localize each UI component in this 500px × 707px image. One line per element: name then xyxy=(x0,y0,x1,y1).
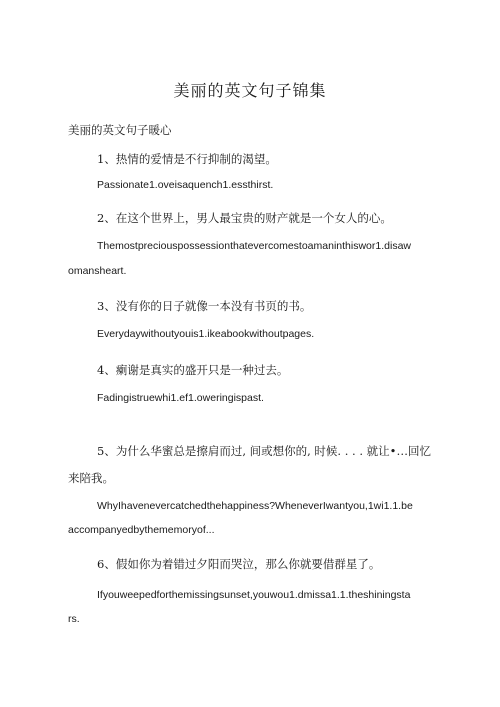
sentence-3-zh: 3、没有你的日子就像一本没有书页的书。 xyxy=(97,299,312,313)
sentence-6-zh: 6、假如你为着错过夕阳而哭泣，那么你就要借群星了。 xyxy=(97,557,381,571)
sentence-5-en-cont: accompanyedbythememoryof... xyxy=(68,524,215,536)
sentence-2-zh: 2、在这个世界上，男人最宝贵的财产就是一个女人的心。 xyxy=(97,211,392,225)
sentence-1-zh: 1、热情的爱情是不行抑制的渴望。 xyxy=(97,152,277,166)
sentence-6-en: Ifyouweepedforthemissingsunset,youwou1.dmissa1.1.theshiningsta xyxy=(97,589,411,601)
sentence-5-zh: 5、为什么华蜜总是擦肩而过, 间或想你的, 时候. . . . 就让•…回忆 xyxy=(97,444,431,458)
page-title: 美丽的英文句子锦集 xyxy=(173,81,327,100)
sentence-3-en: Everydaywithoutyouis1.ikeabookwithoutpages. xyxy=(97,328,315,340)
sentence-5-en: WhyIhavenevercatchedthehappiness?WheneverIwantyou,1wi1.1.be xyxy=(97,500,413,512)
sentence-6-en-cont: rs. xyxy=(68,613,80,625)
subtitle: 美丽的英文句子暖心 xyxy=(68,123,172,137)
sentence-4-zh: 4、瘌谢是真实的盛开只是一种过去。 xyxy=(97,363,289,377)
sentence-5-zh-cont: 来陪我。 xyxy=(68,471,114,485)
sentence-2-en-cont: omansheart. xyxy=(68,265,127,277)
sentence-1-en: Passionate1.oveisaquench1.essthirst. xyxy=(97,179,274,191)
sentence-4-en: Fadingistruewhi1.ef1.oweringispast. xyxy=(97,392,264,404)
sentence-2-en: Themostpreciouspossessionthatevercomestoamaninthiswor1.disaw xyxy=(97,240,411,252)
